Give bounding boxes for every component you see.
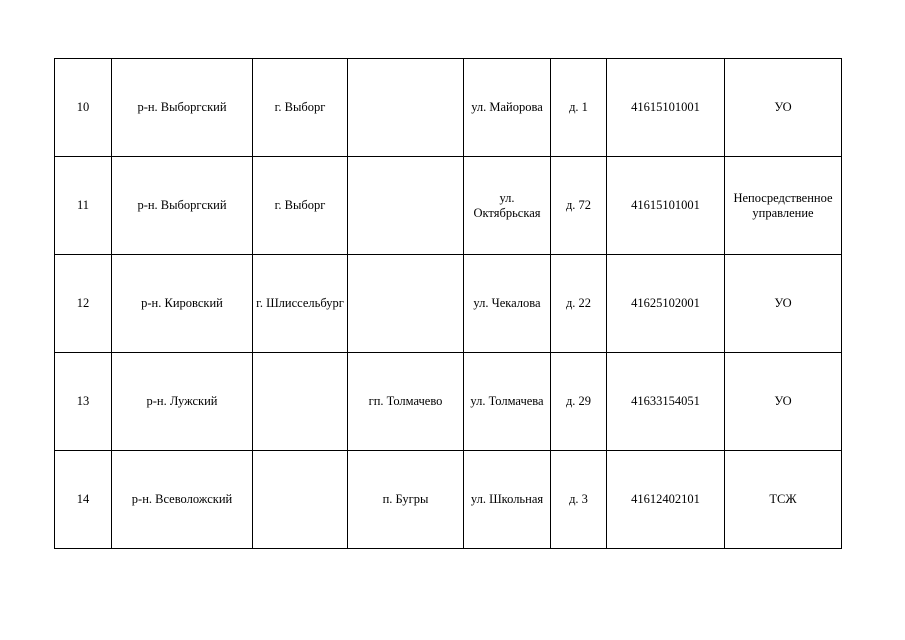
district-cell: р-н. Лужский	[112, 353, 253, 451]
settlement-cell: гп. Толмачево	[348, 353, 464, 451]
oktmo-cell: 41612402101	[607, 451, 725, 549]
table-row	[55, 353, 842, 451]
settlement-cell	[348, 255, 464, 353]
house-cell: д. 22	[551, 255, 607, 353]
house-cell: д. 29	[551, 353, 607, 451]
row-number-cell: 12	[55, 255, 112, 353]
management-cell: УО	[725, 59, 842, 157]
settlement-cell	[348, 59, 464, 157]
district-cell: р-н. Кировский	[112, 255, 253, 353]
street-cell: ул. Школьная	[464, 451, 551, 549]
street-cell: ул. Толмачева	[464, 353, 551, 451]
house-cell: д. 3	[551, 451, 607, 549]
oktmo-cell: 41615101001	[607, 157, 725, 255]
table-row	[55, 255, 842, 353]
district-cell: р-н. Всеволожский	[112, 451, 253, 549]
city-cell: г. Шлиссельбург	[253, 255, 348, 353]
oktmo-cell: 41625102001	[607, 255, 725, 353]
house-cell: д. 1	[551, 59, 607, 157]
management-cell: ТСЖ	[725, 451, 842, 549]
house-cell: д. 72	[551, 157, 607, 255]
management-cell: Непосредственное управление	[725, 157, 842, 255]
settlement-cell: п. Бугры	[348, 451, 464, 549]
city-cell: г. Выборг	[253, 59, 348, 157]
street-cell: ул. Чекалова	[464, 255, 551, 353]
city-cell	[253, 451, 348, 549]
row-number-cell: 11	[55, 157, 112, 255]
management-cell: УО	[725, 255, 842, 353]
district-cell: р-н. Выборгский	[112, 157, 253, 255]
oktmo-cell: 41615101001	[607, 59, 725, 157]
street-cell: ул. Октябрьская	[464, 157, 551, 255]
row-number-cell: 14	[55, 451, 112, 549]
city-cell	[253, 353, 348, 451]
table-row	[55, 157, 842, 255]
city-cell: г. Выборг	[253, 157, 348, 255]
street-cell: ул. Майорова	[464, 59, 551, 157]
row-number-cell: 10	[55, 59, 112, 157]
table-row	[55, 451, 842, 549]
settlement-cell	[348, 157, 464, 255]
table-row	[55, 59, 842, 157]
oktmo-cell: 41633154051	[607, 353, 725, 451]
housing-registry-table	[54, 58, 842, 549]
management-cell: УО	[725, 353, 842, 451]
row-number-cell: 13	[55, 353, 112, 451]
district-cell: р-н. Выборгский	[112, 59, 253, 157]
